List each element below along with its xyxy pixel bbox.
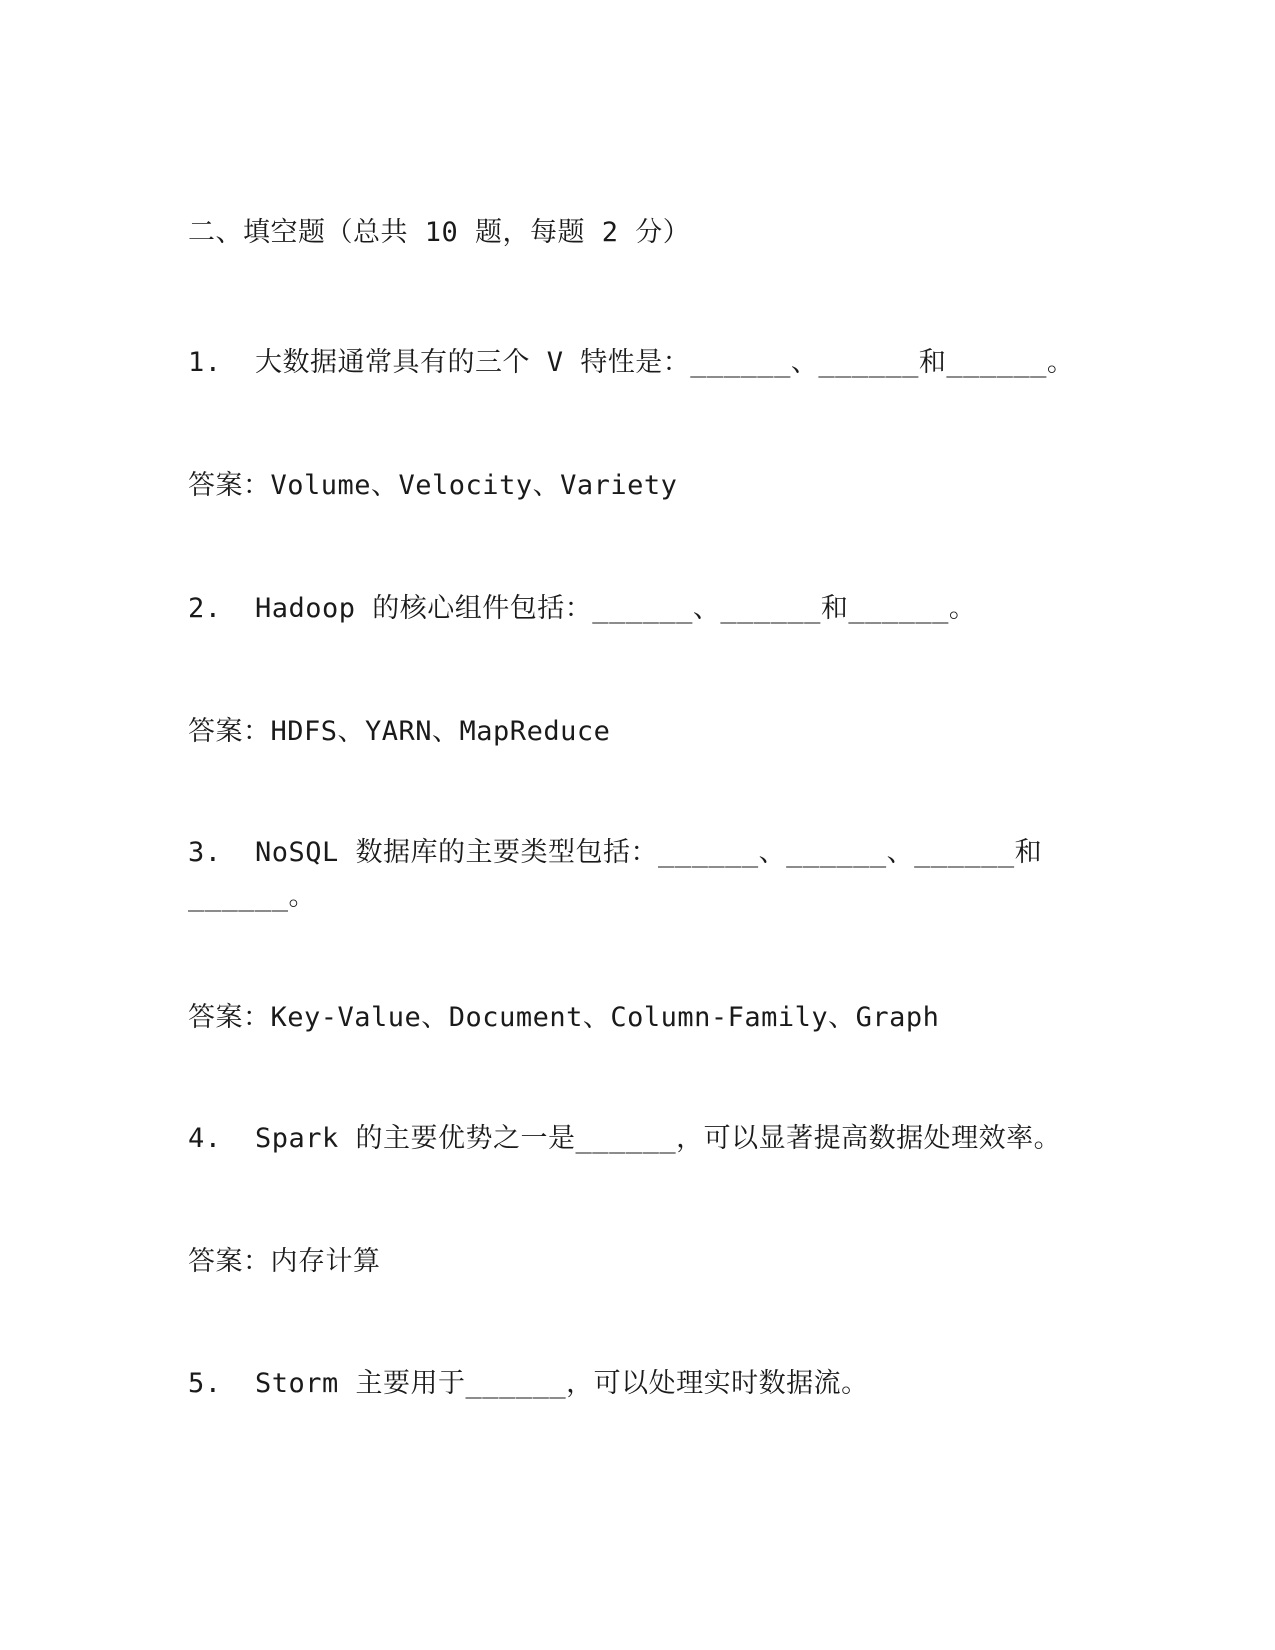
question-4: 4. Spark 的主要优势之一是______，可以显著提高数据处理效率。 bbox=[188, 1123, 1062, 1154]
answer-1: 答案：Volume、Velocity、Variety bbox=[188, 470, 678, 501]
answer-2: 答案：HDFS、YARN、MapReduce bbox=[188, 716, 611, 747]
answer-4: 答案：内存计算 bbox=[188, 1246, 381, 1277]
question-2: 2. Hadoop 的核心组件包括：______、______和______。 bbox=[188, 593, 977, 624]
question-5: 5. Storm 主要用于______，可以处理实时数据流。 bbox=[188, 1368, 869, 1399]
question-3-line-2: ______。 bbox=[188, 881, 317, 912]
answer-3: 答案：Key-Value、Document、Column-Family、Graph bbox=[188, 1002, 940, 1033]
section-title: 二、填空题（总共 10 题，每题 2 分） bbox=[188, 217, 691, 248]
question-3-line-1: 3. NoSQL 数据库的主要类型包括：______、______、______和 bbox=[188, 837, 1043, 868]
question-1: 1. 大数据通常具有的三个 V 特性是：______、______和______。 bbox=[188, 347, 1075, 378]
